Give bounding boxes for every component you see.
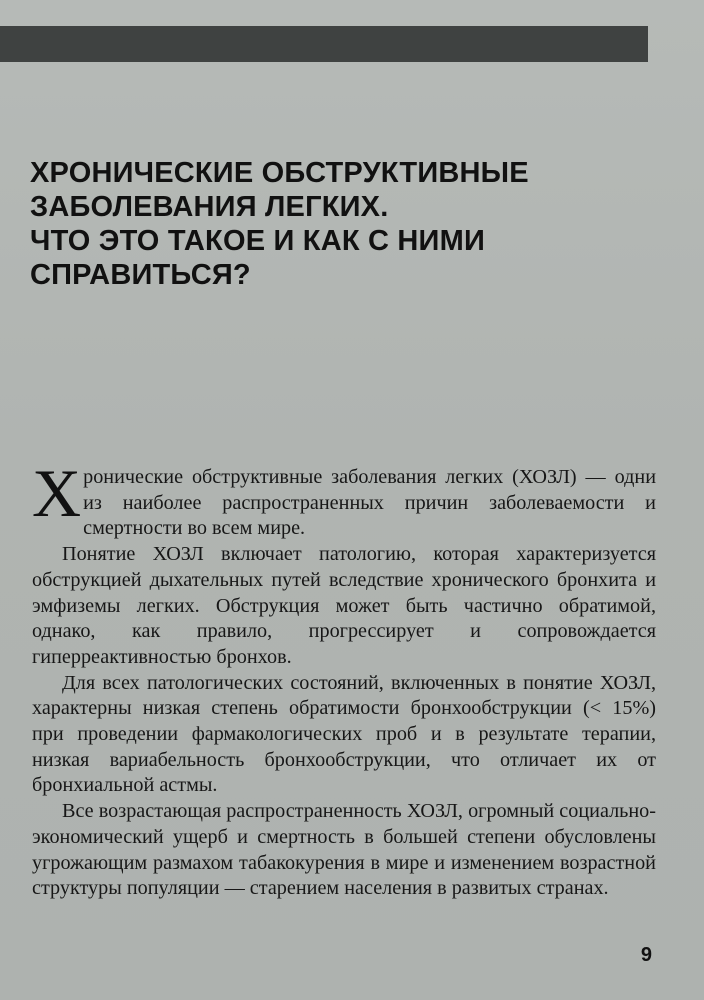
paragraph-text: ронические обструктивные заболевания легких (ХОЗЛ) — одни из наиболее распространенных причин заболеваемости и смертности во всем мире. <box>83 466 656 540</box>
chapter-title <box>30 156 630 292</box>
chapter-title-line: ЧТО ЭТО ТАКОЕ И КАК С НИМИ <box>30 225 485 257</box>
paragraph <box>32 455 656 542</box>
chapter-title-line: ЗАБОЛЕВАНИЯ ЛЕГКИХ. <box>30 191 389 223</box>
chapter-title-line: ХРОНИЧЕСКИЕ ОБСТРУКТИВНЫЕ <box>30 157 529 189</box>
drop-cap: Х <box>32 455 82 531</box>
page-number: 9 <box>640 944 652 966</box>
paragraph: Для всех патологических состояний, включенных в понятие ХОЗЛ, характерны низкая степень обратимости бронхообструкции (< 15%) при проведении фармакологических проб и в результате терапии, низкая вариабельность бронхообструкции, что отличает их от бронхиальной астмы. <box>32 671 656 797</box>
header-band <box>0 26 648 62</box>
paragraph: Понятие ХОЗЛ включает патологию, которая характеризуется обструкцией дыхательных путей вследствие хронического бронхита и эмфиземы легких. Обструкция может быть частично обратимой, однако, как правило, прогрессирует и сопровождается гиперреактивностью бронхов. <box>32 543 656 668</box>
body-text <box>32 455 656 902</box>
paragraph: Все возрастающая распространенность ХОЗЛ, огромный социально-экономический ущерб и смертность в большей степени обусловлены угрожающим размахом табакокурения в мире и изменением возрастной структуры популяции — старением населения в развитых странах. <box>32 800 656 900</box>
chapter-title-line: СПРАВИТЬСЯ? <box>30 259 251 291</box>
